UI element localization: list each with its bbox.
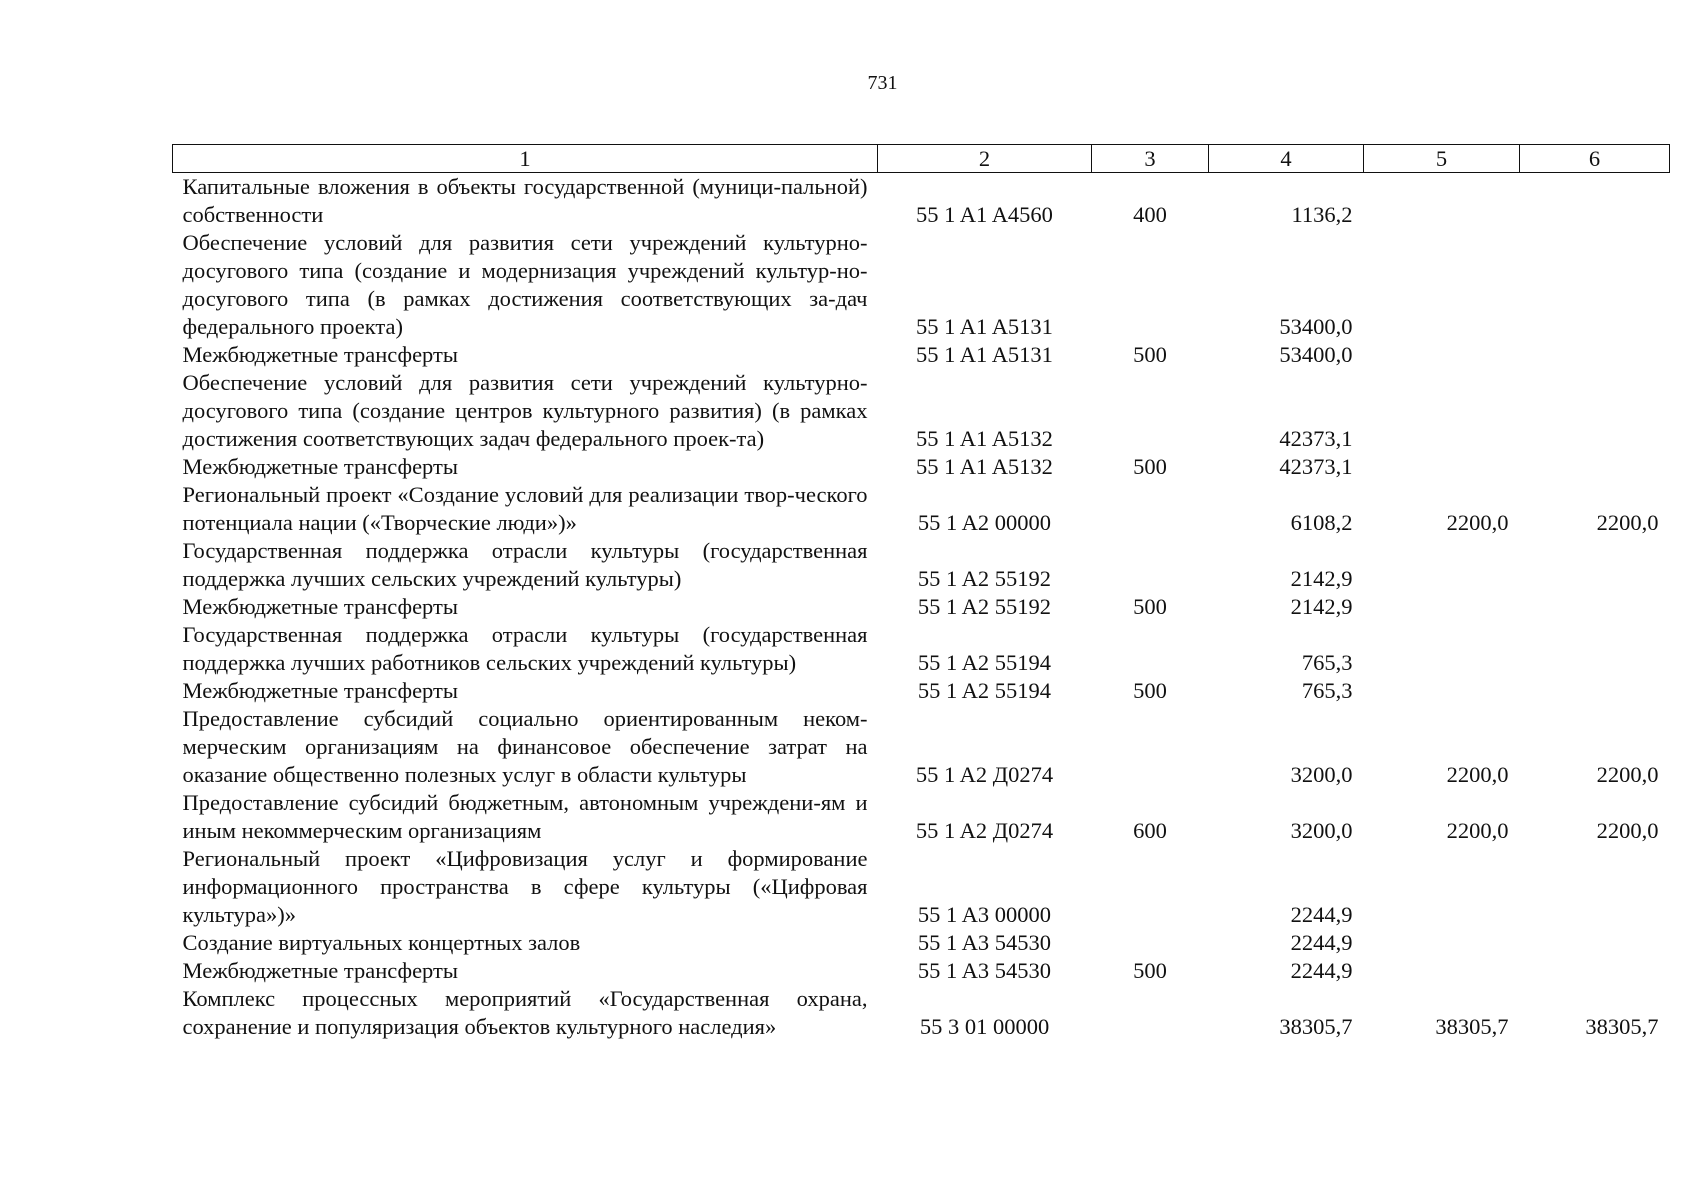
row-amount-1: 2244,9 — [1290, 958, 1353, 983]
row-code: 55 1 A1 A5132 — [916, 454, 1053, 479]
row-amount-3 — [1520, 929, 1670, 957]
row-amount-3: 2200,0 — [1596, 510, 1659, 535]
row-expense-type — [1092, 481, 1209, 537]
row-name: Межбюджетные трансферты — [182, 342, 458, 367]
row-code: 55 1 A3 00000 — [917, 902, 1052, 927]
row-amount-1: 765,3 — [1301, 678, 1353, 703]
row-amount-1: 6108,2 — [1290, 510, 1353, 535]
column-header-6: 6 — [1520, 145, 1670, 173]
row-amount-3 — [1520, 537, 1670, 593]
row-amount-1: 42373,1 — [1279, 426, 1353, 451]
table-row — [173, 985, 1670, 1041]
row-amount-3 — [1520, 845, 1670, 929]
row-code: 55 1 A1 A5131 — [916, 342, 1053, 367]
row-name: Капитальные вложения в объекты государственной (муници-​пальной) собственности — [182, 174, 868, 227]
row-amount-1: 3200,0 — [1290, 818, 1353, 843]
row-amount-2 — [1364, 929, 1520, 957]
table-row — [173, 229, 1670, 341]
row-amount-3 — [1520, 677, 1670, 705]
row-name: Межбюджетные трансферты — [182, 594, 458, 619]
table-row — [173, 845, 1670, 929]
row-amount-2 — [1364, 621, 1520, 677]
row-amount-1: 765,3 — [1301, 650, 1353, 675]
row-expense-type: 500 — [1133, 958, 1167, 983]
row-amount-1: 53400,0 — [1279, 314, 1353, 339]
column-header-1: 1 — [173, 145, 878, 173]
row-amount-2: 2200,0 — [1446, 510, 1509, 535]
row-name: Межбюджетные трансферты — [182, 454, 458, 479]
row-amount-1: 42373,1 — [1279, 454, 1353, 479]
column-header-3: 3 — [1092, 145, 1209, 173]
row-amount-2 — [1364, 957, 1520, 985]
row-name: Региональный проект «Создание условий для реализации твор-​ческого потенциала нации («Творческие люди»)» — [182, 482, 868, 535]
row-code: 55 1 A3 54530 — [917, 958, 1052, 983]
table-row — [173, 173, 1670, 230]
row-name: Государственная поддержка отрасли культуры (государственная поддержка лучших сельских учреждений культуры) — [182, 538, 868, 591]
row-name: Предоставление субсидий социально ориентированным неком-​мерческим организациям на финансовое обеспечение затрат на оказание общественно полезных услуг в области культуры — [182, 706, 868, 787]
row-name: Предоставление субсидий бюджетным, автономным учреждени-​ям и иным некоммерческим организациям — [182, 790, 868, 843]
row-amount-1: 2244,9 — [1290, 930, 1353, 955]
row-amount-2: 2200,0 — [1446, 762, 1509, 787]
row-amount-3 — [1520, 593, 1670, 621]
row-code: 55 1 A2 55194 — [917, 650, 1052, 675]
row-expense-type — [1092, 621, 1209, 677]
row-amount-2 — [1364, 593, 1520, 621]
row-amount-2 — [1364, 369, 1520, 453]
row-expense-type: 500 — [1133, 342, 1167, 367]
column-header-2: 2 — [878, 145, 1092, 173]
row-expense-type — [1092, 929, 1209, 957]
row-expense-type — [1092, 985, 1209, 1041]
page-number: 731 — [867, 72, 898, 94]
row-amount-1: 1136,2 — [1291, 202, 1353, 227]
row-name: Межбюджетные трансферты — [182, 678, 458, 703]
row-name: Межбюджетные трансферты — [182, 958, 458, 983]
row-name: Комплекс процессных мероприятий «Государственная охрана, сохранение и популяризация объектов культурного наследия» — [182, 986, 868, 1039]
row-amount-3: 38305,7 — [1585, 1014, 1659, 1039]
row-expense-type: 500 — [1133, 594, 1167, 619]
row-amount-1: 2142,9 — [1290, 566, 1353, 591]
row-amount-3 — [1520, 341, 1670, 369]
row-expense-type — [1092, 845, 1209, 929]
row-code: 55 1 A1 A5132 — [916, 426, 1053, 451]
row-amount-3 — [1520, 229, 1670, 341]
table-row — [173, 537, 1670, 593]
row-amount-2: 2200,0 — [1446, 818, 1509, 843]
row-amount-1: 2142,9 — [1290, 594, 1353, 619]
row-name: Государственная поддержка отрасли культуры (государственная поддержка лучших работников сельских учреждений культуры) — [182, 622, 868, 675]
table-row — [173, 341, 1670, 369]
table-body — [173, 173, 1670, 1042]
row-amount-2 — [1364, 537, 1520, 593]
budget-table — [172, 144, 1670, 1041]
row-expense-type: 500 — [1133, 454, 1167, 479]
row-amount-3 — [1520, 621, 1670, 677]
row-name: Обеспечение условий для развития сети учреждений культурно-​досугового типа (создание центров культурного развития) (в рамках достижения соответствующих задач федерального проек-​та) — [182, 370, 868, 451]
row-amount-2: 38305,7 — [1435, 1014, 1509, 1039]
row-expense-type — [1092, 537, 1209, 593]
row-amount-3 — [1520, 453, 1670, 481]
row-amount-2 — [1364, 341, 1520, 369]
row-amount-2 — [1364, 677, 1520, 705]
table-row — [173, 481, 1670, 537]
row-code: 55 1 A2 55192 — [917, 566, 1052, 591]
row-amount-2 — [1364, 229, 1520, 341]
row-expense-type: 400 — [1133, 202, 1167, 227]
row-code: 55 1 A2 55194 — [917, 678, 1052, 703]
row-amount-1: 3200,0 — [1290, 762, 1353, 787]
row-amount-1: 38305,7 — [1279, 1014, 1353, 1039]
table-row — [173, 369, 1670, 453]
row-amount-3: 2200,0 — [1596, 818, 1659, 843]
row-amount-2 — [1364, 845, 1520, 929]
row-amount-3 — [1520, 957, 1670, 985]
header-row — [173, 145, 1670, 173]
row-amount-1: 2244,9 — [1290, 902, 1353, 927]
table-row — [173, 621, 1670, 677]
row-expense-type — [1092, 705, 1209, 789]
row-amount-1: 53400,0 — [1279, 342, 1353, 367]
row-amount-2 — [1364, 453, 1520, 481]
row-amount-3: 2200,0 — [1596, 762, 1659, 787]
table-row — [173, 705, 1670, 789]
row-code: 55 1 A2 Д0274 — [915, 818, 1054, 843]
row-name: Региональный проект «Цифровизация услуг и формирование информационного пространства в сфере культуры («Цифровая культура»)» — [182, 846, 868, 927]
column-header-5: 5 — [1364, 145, 1520, 173]
table-row — [173, 593, 1670, 621]
table-row — [173, 453, 1670, 481]
row-code: 55 3 01 00000 — [919, 1014, 1050, 1039]
table-row — [173, 929, 1670, 957]
row-amount-2 — [1364, 173, 1520, 230]
row-code: 55 1 A1 A5131 — [916, 314, 1053, 339]
table-row — [173, 789, 1670, 845]
row-expense-type — [1092, 229, 1209, 341]
row-name: Создание виртуальных концертных залов — [182, 930, 581, 955]
table-header — [173, 145, 1670, 173]
row-amount-3 — [1520, 369, 1670, 453]
row-expense-type: 600 — [1133, 818, 1167, 843]
row-amount-3 — [1520, 173, 1670, 230]
row-expense-type — [1092, 369, 1209, 453]
row-code: 55 1 A2 55192 — [917, 594, 1052, 619]
column-header-4: 4 — [1209, 145, 1364, 173]
row-code: 55 1 A3 54530 — [917, 930, 1052, 955]
table-row — [173, 957, 1670, 985]
row-code: 55 1 A2 00000 — [917, 510, 1052, 535]
row-expense-type: 500 — [1133, 678, 1167, 703]
table-row — [173, 677, 1670, 705]
row-code: 55 1 A2 Д0274 — [915, 762, 1054, 787]
row-name: Обеспечение условий для развития сети учреждений культурно-​досугового типа (создание и модернизация учреждений культур-​но-досугового типа (в рамках достижения соответствующих за-​дач федерального проекта) — [182, 230, 868, 339]
row-code: 55 1 A1 A4560 — [916, 202, 1053, 227]
